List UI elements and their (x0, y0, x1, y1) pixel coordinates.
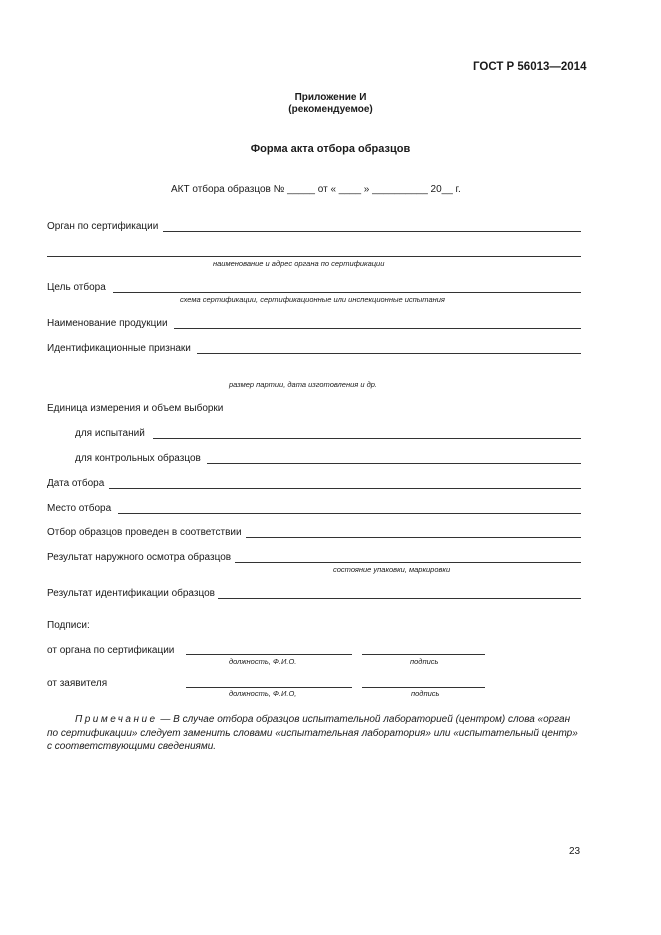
purpose-field[interactable] (113, 292, 581, 293)
accordance-label: Отбор образцов проведен в соответствии (47, 527, 242, 538)
cert-body-caption: наименование и адрес органа по сертификации (213, 259, 385, 268)
signatures-heading: Подписи: (47, 620, 90, 631)
appendix-status: (рекомендуемое) (288, 104, 373, 115)
note-text: — В случае отбора образцов испытательной лабораторией (центром) слова «орган по сертификации» следует заменить словами «испытательная лаборатория» или «испытательный центр» с соответствующими сведениями. (47, 714, 578, 752)
appendix-title: Приложение И (294, 92, 367, 103)
for-control-field[interactable] (207, 463, 581, 464)
for-tests-field[interactable] (153, 438, 581, 439)
inspection-field[interactable] (235, 562, 581, 563)
applicant-position-field[interactable] (186, 687, 352, 688)
date-field[interactable] (109, 488, 581, 489)
applicant-position-caption: должность, Ф.И.О, (229, 689, 297, 698)
accordance-field[interactable] (246, 537, 581, 538)
place-label: Место отбора (47, 503, 112, 514)
note-prefix: Примечание (75, 714, 158, 725)
standard-number: ГОСТ Р 56013—2014 (473, 61, 587, 73)
form-title: Форма акта отбора образцов (250, 143, 411, 155)
product-label: Наименование продукции (47, 318, 168, 329)
note-paragraph (47, 713, 583, 754)
product-field[interactable] (174, 328, 581, 329)
purpose-caption: схема сертификации, сертификационные или инспекционные испытания (180, 295, 445, 304)
identification-field[interactable] (197, 353, 581, 354)
cert-body-position-caption: должность, Ф.И.О. (229, 657, 297, 666)
ident-result-field[interactable] (218, 598, 581, 599)
from-cert-body-label: от органа по сертификации (47, 645, 175, 656)
ident-result-label: Результат идентификации образцов (47, 588, 215, 599)
cert-body-signature-caption: подпись (410, 657, 439, 666)
identification-label: Идентификационные признаки (47, 343, 191, 354)
for-tests-label: для испытаний (75, 428, 145, 439)
from-applicant-label: от заявителя (47, 678, 108, 689)
cert-body-signature-field[interactable] (362, 654, 485, 655)
inspection-caption: состояние упаковки, маркировки (333, 565, 451, 574)
cert-body-field[interactable] (163, 231, 581, 232)
purpose-label: Цель отбора (47, 282, 106, 293)
applicant-signature-field[interactable] (362, 687, 485, 688)
act-number-line: АКТ отбора образцов № _____ от « ____ » __________ 20__ г. (171, 184, 461, 195)
unit-label: Единица измерения и объем выборки (47, 403, 224, 414)
date-label: Дата отбора (47, 478, 105, 489)
for-control-label: для контрольных образцов (75, 453, 201, 464)
applicant-signature-caption: подпись (411, 689, 440, 698)
identification-caption: размер партии, дата изготовления и др. (229, 380, 377, 389)
cert-body-position-field[interactable] (186, 654, 352, 655)
cert-body-field-2[interactable] (47, 256, 581, 257)
cert-body-label: Орган по сертификации (47, 221, 159, 232)
place-field[interactable] (118, 513, 581, 514)
page-number: 23 (569, 846, 581, 857)
inspection-label: Результат наружного осмотра образцов (47, 552, 232, 563)
